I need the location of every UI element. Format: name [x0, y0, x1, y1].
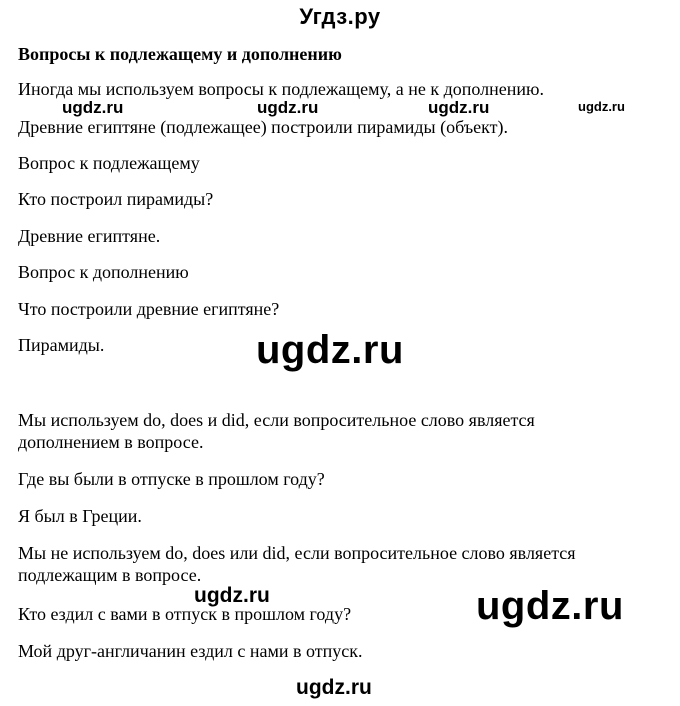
text-line: Кто построил пирамиды?: [18, 189, 214, 209]
text-line: Кто ездил с вами в отпуск в прошлом году?: [18, 604, 352, 624]
watermark: ugdz.ru: [257, 98, 319, 117]
text-line: Где вы были в отпуске в прошлом году?: [18, 469, 325, 489]
site-title: Угдз.ру: [299, 4, 381, 29]
watermark: ugdz.ru: [194, 584, 270, 607]
section-heading: Вопросы к подлежащему и дополнению: [18, 44, 342, 64]
text-line: Вопрос к подлежащему: [18, 153, 200, 173]
text-line: Мы используем do, does и did, если вопросительное слово является: [18, 410, 535, 430]
text-line: Вопрос к дополнению: [18, 262, 189, 282]
watermark: ugdz.ru: [256, 328, 404, 372]
text-line: Мой друг-англичанин ездил с нами в отпуск.: [18, 641, 363, 661]
text-line: Иногда мы используем вопросы к подлежащему, а не к дополнению.: [18, 79, 544, 99]
text-line: Мы не используем do, does или did, если вопросительное слово является: [18, 543, 576, 563]
text-line: Что построили древние египтяне?: [18, 299, 280, 319]
text-line: дополнением в вопросе.: [18, 432, 204, 452]
text-line: Древние египтяне.: [18, 226, 161, 246]
text-line: подлежащим в вопросе.: [18, 565, 202, 585]
text-line: Я был в Греции.: [18, 506, 142, 526]
text-line: Пирамиды.: [18, 335, 105, 355]
watermark: ugdz.ru: [476, 584, 624, 628]
watermark: ugdz.ru: [62, 98, 124, 117]
watermark: ugdz.ru: [296, 676, 372, 699]
watermark: ugdz.ru: [428, 98, 490, 117]
text-line: Древние египтяне (подлежащее) построили пирамиды (объект).: [18, 117, 508, 137]
watermark: ugdz.ru: [578, 99, 625, 114]
